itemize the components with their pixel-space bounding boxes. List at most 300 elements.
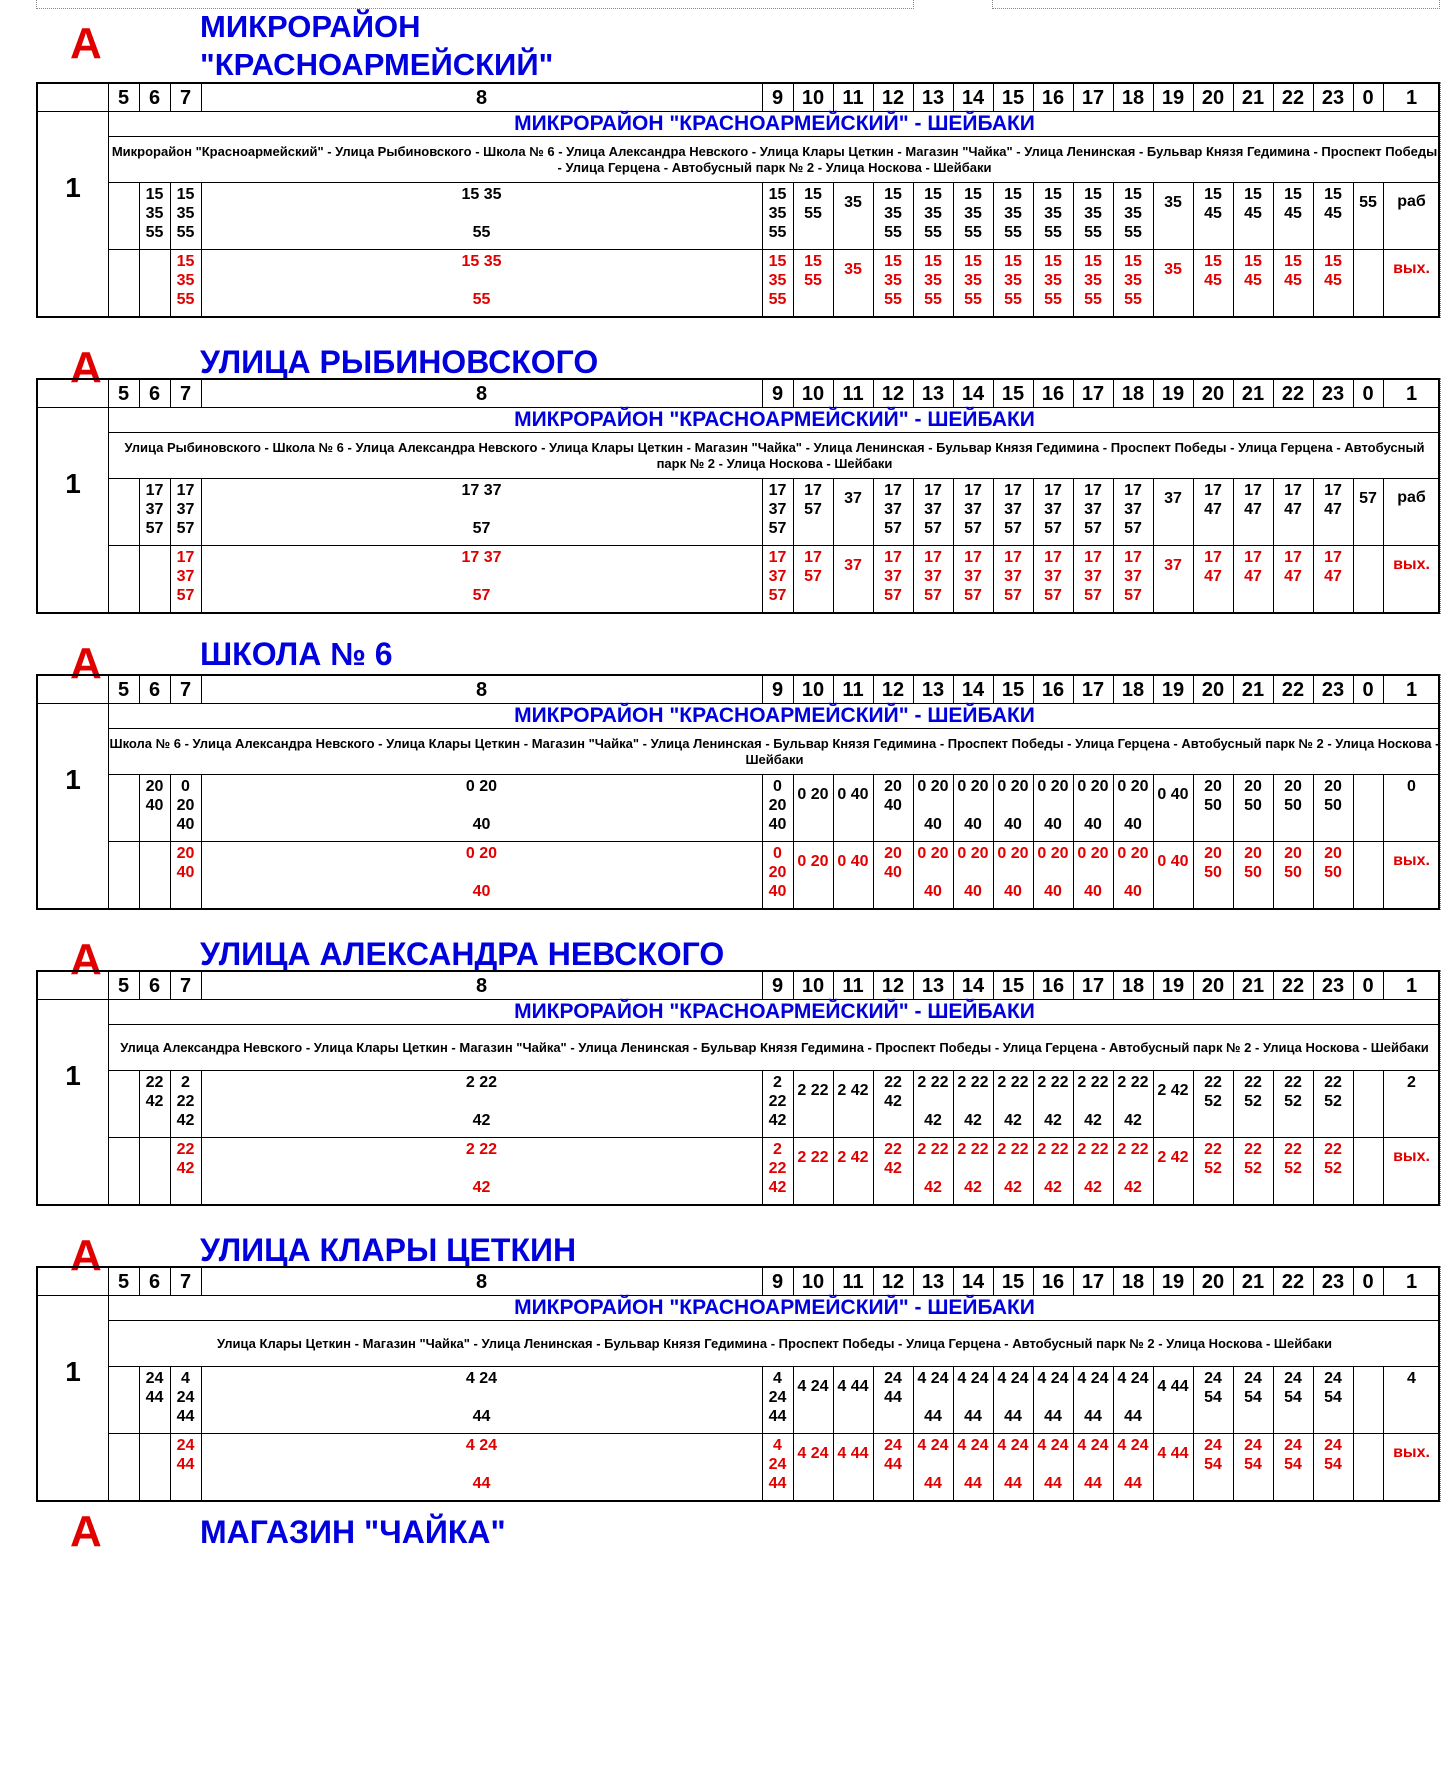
workday-departures: 4 24 44 xyxy=(768,1370,787,1425)
workday-departures: 20 40 xyxy=(884,778,902,814)
workday-departures: 24 44 xyxy=(145,1370,164,1406)
hour-header: 19 xyxy=(1161,87,1185,109)
grid-line xyxy=(108,1320,1439,1321)
hour-header: 5 xyxy=(117,975,130,997)
hour-header: 20 xyxy=(1201,975,1225,997)
workday-departures: 35 xyxy=(1164,194,1182,211)
route-number: 1 xyxy=(65,468,81,499)
workday-departures: 57 xyxy=(1359,490,1377,507)
weekend-label: вых. xyxy=(1393,1444,1430,1461)
hour-header: 17 xyxy=(1081,1271,1105,1293)
hour-header: 9 xyxy=(771,679,784,701)
weekend-label: вых. xyxy=(1393,852,1430,869)
hour-header: 7 xyxy=(179,87,192,109)
hour-header: 23 xyxy=(1321,87,1345,109)
weekend-departures: 15 35 55 xyxy=(1044,253,1062,308)
weekend-departures: 20 50 xyxy=(1244,845,1262,881)
hour-header: 9 xyxy=(771,87,784,109)
weekend-departures: 20 50 xyxy=(1284,845,1302,881)
grid-line xyxy=(108,1433,1439,1434)
hour-header: 16 xyxy=(1041,679,1065,701)
weekend-departures: 2 22 42 xyxy=(1077,1141,1109,1196)
hour-header: 17 xyxy=(1081,87,1105,109)
hour-header: 6 xyxy=(148,383,161,405)
workday-departures: 0 20 40 xyxy=(465,778,498,833)
hour-header: 1 xyxy=(1405,679,1418,701)
weekend-departures: 0 20 40 xyxy=(917,845,949,900)
hour-header: 20 xyxy=(1201,1271,1225,1293)
hour-header: 12 xyxy=(881,87,905,109)
workday-departures: 17 57 xyxy=(804,482,822,518)
stop-title: МИКРОРАЙОН "КРАСНОАРМЕЙСКИЙ" xyxy=(200,9,554,82)
weekend-departures: 4 44 xyxy=(837,1445,869,1462)
hour-header: 22 xyxy=(1281,975,1305,997)
hour-header: 9 xyxy=(771,1271,784,1293)
workday-departures: 20 40 xyxy=(145,778,164,814)
workday-departures: 24 54 xyxy=(1284,1370,1302,1406)
stop-mark-a: А xyxy=(70,639,102,688)
hour-header: 5 xyxy=(117,1271,130,1293)
weekend-departures: 4 24 44 xyxy=(1037,1437,1069,1492)
hour-header: 23 xyxy=(1321,975,1345,997)
weekend-departures: 17 37 57 xyxy=(964,549,982,604)
workday-departures: 17 37 57 xyxy=(964,482,982,537)
weekend-departures: 15 35 55 xyxy=(964,253,982,308)
weekend-departures: 0 40 xyxy=(837,853,869,870)
workday-departures: 17 47 xyxy=(1244,482,1262,518)
workday-departures: 17 37 57 xyxy=(461,482,502,537)
hour-header: 13 xyxy=(921,1271,945,1293)
hour-header: 15 xyxy=(1001,87,1025,109)
schedule-table xyxy=(36,82,1440,318)
workday-departures: 2 42 xyxy=(1157,1082,1189,1099)
workday-departures: 55 xyxy=(1359,194,1377,211)
hour-header: 11 xyxy=(842,1271,864,1293)
workday-departures: 0 20 40 xyxy=(1077,778,1109,833)
hour-header: 12 xyxy=(881,679,905,701)
weekend-departures: 35 xyxy=(1164,261,1182,278)
weekend-departures: 15 35 55 xyxy=(176,253,195,308)
workday-departures: 2 42 xyxy=(837,1082,869,1099)
hour-header: 21 xyxy=(1241,87,1265,109)
weekend-departures: 20 50 xyxy=(1204,845,1222,881)
hour-header: 21 xyxy=(1241,975,1265,997)
weekend-departures: 22 52 xyxy=(1324,1141,1342,1177)
workday-departures: 4 24 44 xyxy=(465,1370,498,1425)
hour-header: 5 xyxy=(117,679,130,701)
hour-header: 8 xyxy=(475,679,488,701)
weekend-departures: 4 24 xyxy=(797,1445,829,1462)
weekend-departures: 35 xyxy=(844,261,862,278)
route-path: Микрорайон "Красноармейский" - Улица Рыбиновского - Школа № 6 - Улица Александра Невского - Улица Клары Цеткин - Магазин "Чайка" - Улица Ленинская - Бульвар Князя Гедимина - Проспект Победы - Улица Герцена - Автобусный парк № 2 - Улица Носкова - Шейбаки xyxy=(111,144,1438,175)
weekend-departures: 0 20 40 xyxy=(997,845,1029,900)
weekend-departures: 17 37 57 xyxy=(1084,549,1102,604)
hour-header: 0 xyxy=(1362,679,1374,701)
stop-title: УЛИЦА АЛЕКСАНДРА НЕВСКОГО xyxy=(200,936,725,972)
weekend-departures: 0 20 40 xyxy=(1077,845,1109,900)
grid-line xyxy=(108,432,1439,433)
grid-line xyxy=(108,136,1439,137)
hour-header: 7 xyxy=(179,679,192,701)
hour-header: 16 xyxy=(1041,383,1065,405)
weekend-departures: 17 47 xyxy=(1244,549,1262,585)
workday-departures: 17 37 57 xyxy=(1124,482,1142,537)
hour-header: 9 xyxy=(771,975,784,997)
hour-header: 18 xyxy=(1121,87,1145,109)
weekend-departures: 24 44 xyxy=(884,1437,902,1473)
workday-departures: 0 20 40 xyxy=(1117,778,1149,833)
weekend-departures: 0 40 xyxy=(1157,853,1189,870)
workday-departures: 15 35 55 xyxy=(461,186,502,241)
hour-header: 14 xyxy=(961,1271,985,1293)
weekend-departures: 17 37 57 xyxy=(1004,549,1022,604)
hour-header: 19 xyxy=(1161,383,1185,405)
weekend-departures: 2 22 42 xyxy=(1037,1141,1069,1196)
workday-departures: 4 xyxy=(1407,1370,1416,1387)
weekend-departures: 20 40 xyxy=(884,845,902,881)
weekend-departures: 15 55 xyxy=(804,253,822,289)
workday-departures: 20 50 xyxy=(1204,778,1222,814)
weekend-departures: 4 24 44 xyxy=(957,1437,989,1492)
hour-header: 10 xyxy=(801,383,825,405)
stop-title: УЛИЦА РЫБИНОВСКОГО xyxy=(200,344,599,380)
schedule-table xyxy=(36,378,1440,614)
weekend-departures: 2 22 42 xyxy=(465,1141,498,1196)
weekend-departures: 0 20 40 xyxy=(768,845,787,900)
workday-departures: 22 52 xyxy=(1324,1074,1342,1110)
workday-departures: 15 35 55 xyxy=(1084,186,1102,241)
hour-header: 7 xyxy=(179,975,192,997)
weekend-departures: 15 35 55 xyxy=(884,253,902,308)
next-stop-block xyxy=(0,1480,1456,1776)
weekend-departures: 22 52 xyxy=(1284,1141,1302,1177)
grid-line xyxy=(108,774,1439,775)
workday-departures: 2 22 xyxy=(797,1082,829,1099)
workday-departures: 4 24 44 xyxy=(176,1370,195,1425)
weekend-departures: 4 24 44 xyxy=(768,1437,787,1492)
hour-header: 8 xyxy=(475,975,488,997)
weekend-departures: 4 24 44 xyxy=(917,1437,949,1492)
schedule-table xyxy=(36,674,1440,910)
hour-header: 13 xyxy=(921,679,945,701)
workday-departures: 24 54 xyxy=(1244,1370,1262,1406)
workday-departures: 24 54 xyxy=(1204,1370,1222,1406)
workday-departures: 17 37 57 xyxy=(1004,482,1022,537)
weekend-departures: 4 24 44 xyxy=(1077,1437,1109,1492)
workday-departures: 4 24 44 xyxy=(997,1370,1029,1425)
weekend-departures: 24 44 xyxy=(176,1437,195,1473)
workday-label: раб xyxy=(1397,193,1426,210)
weekend-departures: 15 45 xyxy=(1244,253,1262,289)
workday-departures: 15 35 55 xyxy=(768,186,787,241)
route-title: МИКРОРАЙОН "КРАСНОАРМЕЙСКИЙ" - ШЕЙБАКИ xyxy=(514,1296,1035,1319)
hour-header: 20 xyxy=(1201,87,1225,109)
workday-departures: 4 24 44 xyxy=(917,1370,949,1425)
workday-departures: 35 xyxy=(844,194,862,211)
route-number: 1 xyxy=(65,1060,81,1091)
hour-header: 6 xyxy=(148,975,161,997)
workday-departures: 15 35 55 xyxy=(1004,186,1022,241)
route-path: Школа № 6 - Улица Александра Невского - Улица Клары Цеткин - Магазин "Чайка" - Улица Ленинская - Бульвар Князя Гедимина - Проспект Победы - Улица Герцена - Автобусный парк № 2 - Улица Носкова - Шейбаки xyxy=(109,736,1440,767)
workday-departures: 0 20 40 xyxy=(176,778,195,833)
hour-header: 21 xyxy=(1241,383,1265,405)
weekend-departures: 2 42 xyxy=(1157,1149,1189,1166)
weekend-departures: 15 35 55 xyxy=(1124,253,1142,308)
stop-title: УЛИЦА КЛАРЫ ЦЕТКИН xyxy=(200,1232,577,1268)
hour-header: 14 xyxy=(961,975,985,997)
weekend-departures: 17 57 xyxy=(804,549,822,585)
workday-departures: 17 47 xyxy=(1284,482,1302,518)
grid-line xyxy=(108,1137,1439,1138)
weekend-departures: 17 37 57 xyxy=(461,549,502,604)
hour-header: 13 xyxy=(921,975,945,997)
route-path: Улица Рыбиновского - Школа № 6 - Улица Александра Невского - Улица Клары Цеткин - Магазин "Чайка" - Улица Ленинская - Бульвар Князя Гедимина - Проспект Победы - Улица Герцена - Автобусный парк № 2 - Улица Носкова - Шейбаки xyxy=(124,440,1425,471)
hour-header: 11 xyxy=(842,975,864,997)
grid-line xyxy=(108,545,1439,546)
weekend-departures: 17 37 57 xyxy=(924,549,942,604)
workday-departures: 17 37 57 xyxy=(1044,482,1062,537)
weekend-departures: 2 22 42 xyxy=(997,1141,1029,1196)
hour-header: 21 xyxy=(1241,1271,1265,1293)
weekend-departures: 0 20 40 xyxy=(465,845,498,900)
weekend-departures: 2 22 42 xyxy=(917,1141,949,1196)
workday-departures: 2 22 42 xyxy=(997,1074,1029,1129)
weekend-departures: 2 42 xyxy=(837,1149,869,1166)
weekend-departures: 0 20 40 xyxy=(957,845,989,900)
weekend-departures: 17 47 xyxy=(1324,549,1342,585)
hour-header: 17 xyxy=(1081,975,1105,997)
hour-header: 12 xyxy=(881,383,905,405)
weekend-departures: 22 42 xyxy=(176,1141,195,1177)
weekend-departures: 0 20 40 xyxy=(1037,845,1069,900)
workday-departures: 4 44 xyxy=(1157,1378,1189,1395)
hour-header: 18 xyxy=(1121,679,1145,701)
weekend-departures: 0 20 xyxy=(797,853,829,870)
workday-departures: 22 42 xyxy=(145,1074,164,1110)
workday-departures: 0 40 xyxy=(837,786,869,803)
weekend-departures: 24 54 xyxy=(1204,1437,1222,1473)
hour-header: 19 xyxy=(1161,1271,1185,1293)
workday-departures: 15 35 55 xyxy=(145,186,164,241)
weekend-departures: 22 52 xyxy=(1244,1141,1262,1177)
hour-header: 7 xyxy=(179,383,192,405)
hour-header: 0 xyxy=(1362,975,1374,997)
workday-departures: 20 50 xyxy=(1284,778,1302,814)
weekend-departures: 17 37 57 xyxy=(176,549,195,604)
hour-header: 5 xyxy=(117,383,130,405)
route-title: МИКРОРАЙОН "КРАСНОАРМЕЙСКИЙ" - ШЕЙБАКИ xyxy=(514,704,1035,727)
workday-departures: 20 50 xyxy=(1244,778,1262,814)
workday-departures: 2 22 42 xyxy=(176,1074,195,1129)
workday-departures: 17 47 xyxy=(1204,482,1222,518)
hour-header: 1 xyxy=(1405,975,1418,997)
grid-line xyxy=(108,841,1439,842)
weekend-departures: 15 35 55 xyxy=(1084,253,1102,308)
hour-header: 7 xyxy=(179,1271,192,1293)
weekend-departures: 15 35 55 xyxy=(1004,253,1022,308)
hour-header: 16 xyxy=(1041,975,1065,997)
workday-departures: 22 52 xyxy=(1284,1074,1302,1110)
weekend-departures: 15 35 55 xyxy=(924,253,942,308)
weekend-departures: 15 45 xyxy=(1204,253,1222,289)
hour-header: 8 xyxy=(475,383,488,405)
weekend-departures: 2 22 42 xyxy=(768,1141,787,1196)
grid-line xyxy=(108,1070,1439,1071)
workday-departures: 15 35 55 xyxy=(924,186,942,241)
workday-departures: 37 xyxy=(1164,490,1182,507)
hour-header: 10 xyxy=(801,975,825,997)
workday-departures: 37 xyxy=(844,490,862,507)
stop-block xyxy=(0,0,1456,308)
workday-departures: 17 37 57 xyxy=(768,482,787,537)
workday-departures: 2 22 42 xyxy=(957,1074,989,1129)
weekend-departures: 17 37 57 xyxy=(884,549,902,604)
hour-header: 22 xyxy=(1281,87,1305,109)
workday-departures: 4 24 44 xyxy=(1117,1370,1149,1425)
workday-departures: 4 24 44 xyxy=(957,1370,989,1425)
weekend-departures: 24 54 xyxy=(1324,1437,1342,1473)
hour-header: 0 xyxy=(1362,383,1374,405)
weekend-departures: 4 24 44 xyxy=(465,1437,498,1492)
hour-header: 18 xyxy=(1121,383,1145,405)
workday-departures: 2 22 42 xyxy=(1077,1074,1109,1129)
workday-departures: 20 50 xyxy=(1324,778,1342,814)
hour-header: 13 xyxy=(921,87,945,109)
weekend-label: вых. xyxy=(1393,1148,1430,1165)
workday-departures: 15 45 xyxy=(1204,186,1222,222)
hour-header: 18 xyxy=(1121,1271,1145,1293)
route-number: 1 xyxy=(65,172,81,203)
workday-departures: 0 20 40 xyxy=(1037,778,1069,833)
weekend-departures: 2 22 42 xyxy=(957,1141,989,1196)
workday-departures: 24 54 xyxy=(1324,1370,1342,1406)
hour-header: 10 xyxy=(801,679,825,701)
page-edge-top-right xyxy=(992,0,1440,9)
stop-mark-a: А xyxy=(70,1507,102,1556)
workday-departures: 24 44 xyxy=(884,1370,902,1406)
stop-mark-a: А xyxy=(70,19,102,68)
hour-header: 8 xyxy=(475,1271,488,1293)
workday-departures: 15 35 55 xyxy=(1124,186,1142,241)
hour-header: 10 xyxy=(801,1271,825,1293)
workday-departures: 15 45 xyxy=(1244,186,1262,222)
hour-header: 19 xyxy=(1161,679,1185,701)
workday-departures: 15 35 55 xyxy=(1044,186,1062,241)
weekend-departures: 37 xyxy=(844,557,862,574)
weekend-label: вых. xyxy=(1393,260,1430,277)
workday-departures: 0 xyxy=(1407,778,1416,795)
hour-header: 20 xyxy=(1201,383,1225,405)
weekend-departures: 22 42 xyxy=(884,1141,902,1177)
stop-mark-a: А xyxy=(70,343,102,392)
stop-block xyxy=(0,296,1456,604)
workday-departures: 4 24 44 xyxy=(1077,1370,1109,1425)
workday-label: раб xyxy=(1397,489,1426,506)
hour-header: 6 xyxy=(148,87,161,109)
workday-departures: 22 52 xyxy=(1204,1074,1222,1110)
hour-header: 1 xyxy=(1405,383,1418,405)
weekend-departures: 17 37 57 xyxy=(1124,549,1142,604)
hour-header: 9 xyxy=(771,383,784,405)
grid-line xyxy=(108,182,1439,183)
route-number: 1 xyxy=(65,764,81,795)
page-edge-right xyxy=(1440,1266,1456,1502)
hour-header: 15 xyxy=(1001,1271,1025,1293)
next-stop-title: МАГАЗИН "ЧАЙКА" xyxy=(200,1514,506,1550)
weekend-departures: 20 50 xyxy=(1324,845,1342,881)
weekend-departures: 17 47 xyxy=(1204,549,1222,585)
workday-departures: 15 35 55 xyxy=(884,186,902,241)
hour-header: 14 xyxy=(961,679,985,701)
hour-header: 12 xyxy=(881,975,905,997)
weekend-label: вых. xyxy=(1393,556,1430,573)
weekend-departures: 2 22 xyxy=(797,1149,829,1166)
hour-header: 11 xyxy=(842,87,864,109)
workday-departures: 15 35 55 xyxy=(176,186,195,241)
hour-header: 15 xyxy=(1001,679,1025,701)
workday-departures: 0 20 40 xyxy=(917,778,949,833)
workday-departures: 17 37 57 xyxy=(1084,482,1102,537)
workday-departures: 15 55 xyxy=(804,186,822,222)
hour-header: 10 xyxy=(801,87,825,109)
stop-title: ШКОЛА № 6 xyxy=(200,636,393,672)
workday-departures: 0 20 40 xyxy=(957,778,989,833)
weekend-departures: 37 xyxy=(1164,557,1182,574)
hour-header: 22 xyxy=(1281,383,1305,405)
workday-departures: 4 44 xyxy=(837,1378,869,1395)
weekend-departures: 4 24 44 xyxy=(997,1437,1029,1492)
workday-departures: 4 24 44 xyxy=(1037,1370,1069,1425)
hour-header: 17 xyxy=(1081,383,1105,405)
page-edge-right xyxy=(1440,674,1456,910)
workday-departures: 4 24 xyxy=(797,1378,829,1395)
hour-header: 11 xyxy=(842,383,864,405)
weekend-departures: 15 35 55 xyxy=(461,253,502,308)
workday-departures: 0 40 xyxy=(1157,786,1189,803)
grid-line xyxy=(108,478,1439,479)
grid-line xyxy=(108,1024,1439,1025)
workday-departures: 17 37 57 xyxy=(924,482,942,537)
stop-block xyxy=(0,888,1456,1196)
grid-line xyxy=(108,1366,1439,1367)
page-edge-right xyxy=(1440,82,1456,318)
workday-departures: 15 45 xyxy=(1284,186,1302,222)
page-edge-right xyxy=(1440,970,1456,1206)
weekend-departures: 17 37 57 xyxy=(1044,549,1062,604)
weekend-departures: 15 35 55 xyxy=(768,253,787,308)
weekend-departures: 17 47 xyxy=(1284,549,1302,585)
hour-header: 18 xyxy=(1121,975,1145,997)
hour-header: 13 xyxy=(921,383,945,405)
weekend-departures: 4 24 44 xyxy=(1117,1437,1149,1492)
workday-departures: 2 22 42 xyxy=(917,1074,949,1129)
route-path: Улица Александра Невского - Улица Клары Цеткин - Магазин "Чайка" - Улица Ленинская - Бульвар Князя Гедимина - Проспект Победы - Улица Герцена - Автобусный парк № 2 - Улица Носкова - Шейбаки xyxy=(120,1040,1429,1055)
route-number: 1 xyxy=(65,1356,81,1387)
page-edge-right xyxy=(1440,378,1456,614)
workday-departures: 0 20 40 xyxy=(997,778,1029,833)
workday-departures: 17 37 57 xyxy=(145,482,164,537)
workday-departures: 22 52 xyxy=(1244,1074,1262,1110)
workday-departures: 0 20 40 xyxy=(768,778,787,833)
weekend-departures: 20 40 xyxy=(176,845,195,881)
hour-header: 21 xyxy=(1241,679,1265,701)
hour-header: 12 xyxy=(881,1271,905,1293)
hour-header: 0 xyxy=(1362,87,1374,109)
grid-line xyxy=(108,728,1439,729)
hour-header: 22 xyxy=(1281,1271,1305,1293)
weekend-departures: 24 54 xyxy=(1244,1437,1262,1473)
stop-mark-a: А xyxy=(70,935,102,984)
